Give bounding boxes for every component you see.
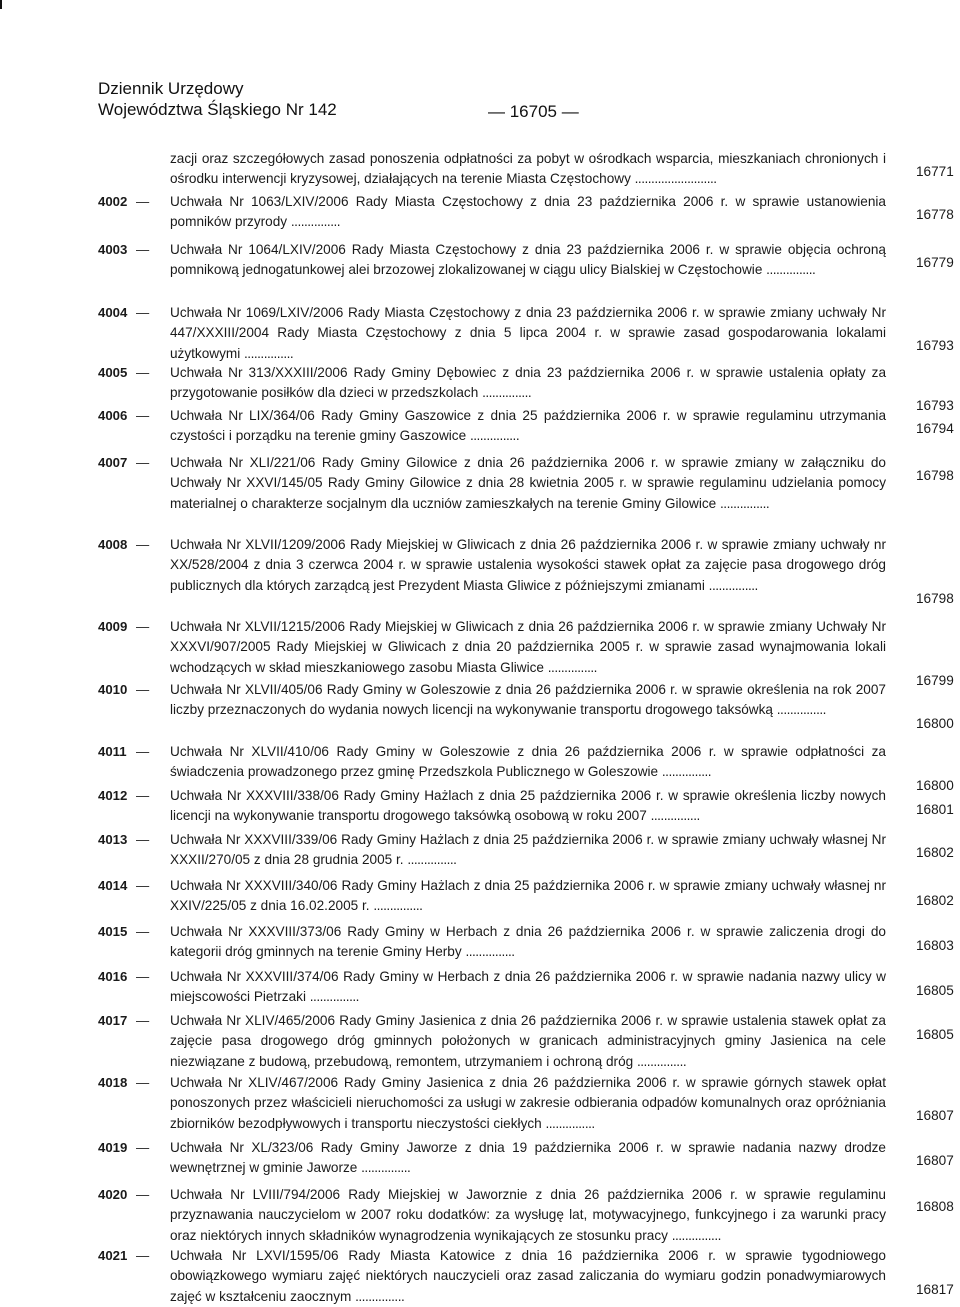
toc-entry-page: 16803 xyxy=(916,938,954,953)
toc-entry-page: 16807 xyxy=(916,1153,954,1168)
toc-entry-page: 16817 xyxy=(916,1282,954,1297)
toc-entry-dash: — xyxy=(136,969,150,984)
toc-entry-text: Uchwała Nr 1069/LXIV/2006 Rady Miasta Częstochowy z dnia 23 października 2006 r. w sprawie zmiany uchwały Nr 447/XXXIII/2004 Rady Miasta Częstochowy z dnia 5 lipca 2004 r. w sprawie zasad gospodarowania lokalami użytkowymi ............... xyxy=(170,305,886,361)
toc-entry-dash: — xyxy=(136,365,150,380)
toc-entry-page: 16802 xyxy=(916,845,954,860)
toc-entry-text: Uchwała Nr XLI/221/06 Rady Gminy Gilowice z dnia 26 października 2006 r. w sprawie zmiany w załączniku do Uchwały Nr XXVI/145/05 Rady Gminy Gilowice z dnia 28 kwietnia 2005 r. w sprawie regulaminu udzielania pomocy materialnej o charakterze socjalnym dla uczniów zamieszkałych na terenie Gminy Gilowice ............... xyxy=(170,455,886,511)
toc-entry-page: 16771 xyxy=(916,164,954,179)
toc-entry-number: 4002 xyxy=(98,194,128,209)
toc-entry-number: 4016 xyxy=(98,969,128,984)
toc-entry-dash: — xyxy=(136,1075,150,1090)
toc-entry-dash: — xyxy=(136,1248,150,1263)
toc-entry-page: 16805 xyxy=(916,1027,954,1042)
toc-entry-page: 16798 xyxy=(916,591,954,606)
toc-entry-page: 16779 xyxy=(916,255,954,270)
toc-entry-text: Uchwała Nr XXXVIII/339/06 Rady Gminy Hażlach z dnia 25 października 2006 r. w sprawie zmiany uchwały własnej Nr XXXII/270/05 z dnia 28 grudnia 2005 r. ............... xyxy=(170,832,886,868)
toc-entry-text: Uchwała Nr XL/323/06 Rady Gminy Jaworze z dnia 19 października 2006 r. w sprawie nadania nazwy drodze wewnętrznej w gminie Jaworze ............... xyxy=(170,1140,886,1176)
toc-entry-page: 16798 xyxy=(916,468,954,483)
toc-entry-text: Uchwała Nr XXXVIII/373/06 Rady Gminy w Herbach z dnia 26 października 2006 r. w sprawie zaliczenia drogi do kategorii dróg gminnych na terenie Gminy Herby ............... xyxy=(170,924,886,960)
toc-entry-dash: — xyxy=(136,878,150,893)
toc-entry-number: 4013 xyxy=(98,832,128,847)
toc-entry-page: 16801 xyxy=(916,802,954,817)
toc-entry-dash: — xyxy=(136,1013,150,1028)
toc-entry-number: 4009 xyxy=(98,619,128,634)
toc-entry-number: 4003 xyxy=(98,242,128,257)
toc-entry-page: 16808 xyxy=(916,1199,954,1214)
toc-entry-text: Uchwała Nr XLVII/410/06 Rady Gminy w Goleszowie z dnia 26 października 2006 r. w sprawie odpłatności za świadczenia prowadzonego przez gminę Przedszkola Publicznego w Goleszowie ............... xyxy=(170,744,886,780)
toc-entry-number: 4015 xyxy=(98,924,128,939)
toc-entry-number: 4014 xyxy=(98,878,128,893)
toc-entry-text: Uchwała Nr XXXVIII/340/06 Rady Gminy Hażlach z dnia 25 października 2006 r. w sprawie zmiany uchwały własnej nr XXIV/225/05 z dnia 16.02.2005 r. ............... xyxy=(170,878,886,914)
toc-entry-dash: — xyxy=(136,832,150,847)
toc-entry-page: 16800 xyxy=(916,716,954,731)
toc-entry-text: Uchwała Nr XXXVIII/338/06 Rady Gminy Hażlach z dnia 25 października 2006 r. w sprawie określenia liczby nowych licencji na wykonywanie transportu drogowego taksówką osobową w roku 2007 ............... xyxy=(170,788,886,824)
toc-entry-page: 16794 xyxy=(916,421,954,436)
toc-entry-dash: — xyxy=(136,194,150,209)
toc-entry-dash: — xyxy=(136,619,150,634)
toc-entry-text: Uchwała Nr LXVI/1595/06 Rady Miasta Katowice z dnia 16 października 2006 r. w sprawie tygodniowego obowiązkowego wymiaru zajęć niektórych nauczycieli oraz zasad zaliczania do wymiaru godzin ponadwymiarowych zajęć w kształceniu zaocznym ............... xyxy=(170,1248,886,1304)
toc-entry-number: 4018 xyxy=(98,1075,128,1090)
toc-entry-page: 16793 xyxy=(916,398,954,413)
toc-entry-number: 4020 xyxy=(98,1187,128,1202)
toc-entry-text: Uchwała Nr XXXVIII/374/06 Rady Gminy w Herbach z dnia 26 października 2006 r. w sprawie nadania nazwy ulicy w miejscowości Pietrzaki ............... xyxy=(170,969,886,1005)
toc-entry-dash: — xyxy=(136,1140,150,1155)
toc-entry-number: 4011 xyxy=(98,744,127,759)
toc-entry-dash: — xyxy=(136,788,150,803)
toc-entry-dash: — xyxy=(136,744,150,759)
toc-entry-text: Uchwała Nr LIX/364/06 Rady Gminy Gaszowice z dnia 25 października 2006 r. w sprawie regulaminu utrzymania czystości i porządku na terenie gminy Gaszowice ............... xyxy=(170,408,886,444)
toc-entry-number: 4006 xyxy=(98,408,128,423)
toc-entry-number: 4007 xyxy=(98,455,128,470)
toc-entry-text: Uchwała Nr 1063/LXIV/2006 Rady Miasta Częstochowy z dnia 23 października 2006 r. w sprawie ustanowienia pomników przyrody ............... xyxy=(170,194,886,230)
toc-entry-dash: — xyxy=(136,455,150,470)
toc-entry-page: 16807 xyxy=(916,1108,954,1123)
journal-title xyxy=(98,78,337,120)
toc-entry-number: 4004 xyxy=(98,305,128,320)
toc-entry-page: 16805 xyxy=(916,983,954,998)
toc-entry-number: 4005 xyxy=(98,365,128,380)
toc-entry-dash: — xyxy=(136,305,150,320)
toc-entry-dash: — xyxy=(136,242,150,257)
toc-entry-number: 4019 xyxy=(98,1140,128,1155)
page-number: — 16705 — xyxy=(488,102,579,121)
toc-entry-number: 4017 xyxy=(98,1013,128,1028)
toc-entry-page: 16793 xyxy=(916,338,954,353)
toc-entry-dash: — xyxy=(136,537,150,552)
toc-entry-text: Uchwała Nr 1064/LXIV/2006 Rady Miasta Częstochowy z dnia 23 października 2006 r. w sprawie objęcia ochroną pomnikową jednogatunkowej alei brzozowej zlokalizowanej w ciągu ulicy Bialskiej w Częstochowie ............... xyxy=(170,242,886,278)
toc-entry-number: 4012 xyxy=(98,788,128,803)
toc-entry-text: zacji oraz szczegółowych zasad ponoszenia odpłatności za pobyt w ośrodkach wsparcia, mieszkaniach chronionych i ośrodku interwencji kryzysowej, działających na terenie Miasta Częstochowy ......................... xyxy=(170,151,886,187)
toc-entry-text: Uchwała Nr LVIII/794/2006 Rady Miejskiej w Jaworznie z dnia 26 października 2006 r. w sprawie regulaminu przyznawania nauczycielom w 2007 roku dodatków: za wysługę lat, motywacyjnego, funkcyjnego i za warunki pracy oraz niektórych innych składników wynagrodzenia wynikających ze stosunku pracy ............... xyxy=(170,1187,886,1243)
toc-entry-text: Uchwała Nr 313/XXXIII/2006 Rady Gminy Dębowiec z dnia 23 października 2006 r. w sprawie ustalenia opłaty za przygotowanie posiłków dla dzieci w przedszkolach ............... xyxy=(170,365,886,401)
toc-entry-dash: — xyxy=(136,408,150,423)
toc-entry-dash: — xyxy=(136,682,150,697)
crop-mark xyxy=(0,0,2,9)
toc-entry-text: Uchwała Nr XLIV/467/2006 Rady Gminy Jasienica z dnia 26 października 2006 r. w sprawie górnych stawek opłat ponoszonych przez właścicieli nieruchomości za usługi w zakresie odbierania odpadów komunalnych oraz opróżniania zbiorników bezodpływowych i transportu nieczystości ciekłych ............... xyxy=(170,1075,886,1131)
toc-entry-text: Uchwała Nr XLVII/1209/2006 Rady Miejskiej w Gliwicach z dnia 26 października 2006 r. w sprawie zmiany uchwały nr XX/528/2004 z dnia 3 czerwca 2004 r. w sprawie ustalenia wysokości stawek opłat za zajęcie pasa drogowego dróg publicznych dla których zarządcą jest Prezydent Miasta Gliwice z późniejszymi zmianami ............... xyxy=(170,537,886,593)
toc-entry-number: 4008 xyxy=(98,537,128,552)
toc-entry-number: 4021 xyxy=(98,1248,128,1263)
toc-entry-number: 4010 xyxy=(98,682,128,697)
toc-entry-dash: — xyxy=(136,1187,150,1202)
toc-entry-text: Uchwała Nr XLIV/465/2006 Rady Gminy Jasienica z dnia 26 października 2006 r. w sprawie ustalenia stawek opłat za zajęcie pasa drogowego dróg gminnych położonych w granicach administracyjnych gminy Jasienica na cele niezwiązane z budową, przebudową, remontem, utrzymaniem i ochroną dróg ............... xyxy=(170,1013,886,1069)
toc-entry-text: Uchwała Nr XLVII/405/06 Rady Gminy w Goleszowie z dnia 26 października 2006 r. w sprawie określenia na rok 2007 liczby przeznaczonych do wydania nowych licencji na wykonywanie transportu drogowego taksówką ............... xyxy=(170,682,886,718)
toc-entry-page: 16799 xyxy=(916,673,954,688)
toc-entry-page: 16778 xyxy=(916,207,954,222)
toc-entry-text: Uchwała Nr XLVII/1215/2006 Rady Miejskiej w Gliwicach z dnia 26 października 2006 r. w sprawie zmiany Uchwały Nr XXXVI/907/2005 Rady Miejskiej w Gliwicach z dnia 20 października 2005 r. w sprawie zasad wynajmowania lokali wchodzących w skład mieszkaniowego zasobu Miasta Gliwice ............... xyxy=(170,619,886,675)
journal-title-line2: Województwa Śląskiego Nr 142 xyxy=(98,100,337,119)
toc-entry-page: 16802 xyxy=(916,893,954,908)
toc-entry-page: 16800 xyxy=(916,778,954,793)
toc-entry-dash: — xyxy=(136,924,150,939)
journal-title-line1: Dziennik Urzędowy xyxy=(98,79,244,98)
